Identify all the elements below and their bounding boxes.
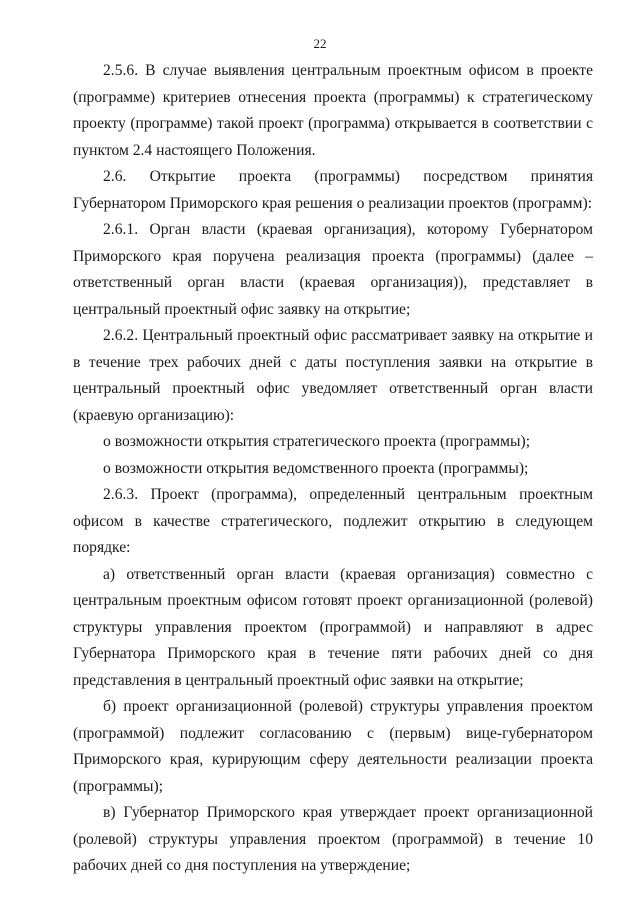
paragraph-2-6-3: 2.6.3. Проект (программа), определенный центральным проектным офисом в качестве стратегического, подлежит открытию в следующем порядке: (73, 486, 593, 556)
page-number: 22 (313, 36, 327, 51)
subitem-v: в) Губернатор Приморского края утверждает проект организационной (ролевой) структуры управления проектом (программой) в течение 10 рабочих дней со дня поступления на утверждение; (73, 804, 593, 874)
paragraph-2-6: 2.6. Открытие проекта (программы) посредством принятия Губернатором Приморского края решения о реализации проектов (программ): (73, 168, 593, 212)
paragraph-2-5-6: 2.5.6. В случае выявления центральным проектным офисом в проекте (программе) критериев отнесения проекта (программы) к стратегическому проекту (программе) такой проект (программа) открывается в соответствии с пунктом 2.4 настоящего Положения. (73, 62, 593, 159)
subitem-a: а) ответственный орган власти (краевая организация) совместно с центральным проектным офисом готовят проект организационной (ролевой) структуры управления проектом (программой) и направляют в адрес Губернатора Приморского края в течение пяти рабочих дней со дня представления в центральный проектный офис заявки на открытие; (73, 565, 593, 689)
list-item-departmental: о возможности открытия ведомственного проекта (программы); (103, 459, 529, 477)
document-body (73, 58, 593, 880)
paragraph-2-6-1: 2.6.1. Орган власти (краевая организация), которому Губернатором Приморского края поручена реализация проекта (программы) (далее – ответственный орган власти (краевая организация)), представляет в центральный проектный офис заявку на открытие; (73, 221, 593, 318)
subitem-b: б) проект организационной (ролевой) структуры управления проектом (программой) подлежит согласованию с (первым) вице-губернатором Приморского края, курирующим сферу деятельности реализации проекта (программы); (73, 698, 593, 795)
list-item-strategic: о возможности открытия стратегического проекта (программы); (103, 433, 531, 450)
paragraph-2-6-2: 2.6.2. Центральный проектный офис рассматривает заявку на открытие и в течение трех рабочих дней с даты поступления заявки на открытие в центральный проектный офис уведомляет ответственный орган власти (краевую организацию): (73, 327, 593, 424)
